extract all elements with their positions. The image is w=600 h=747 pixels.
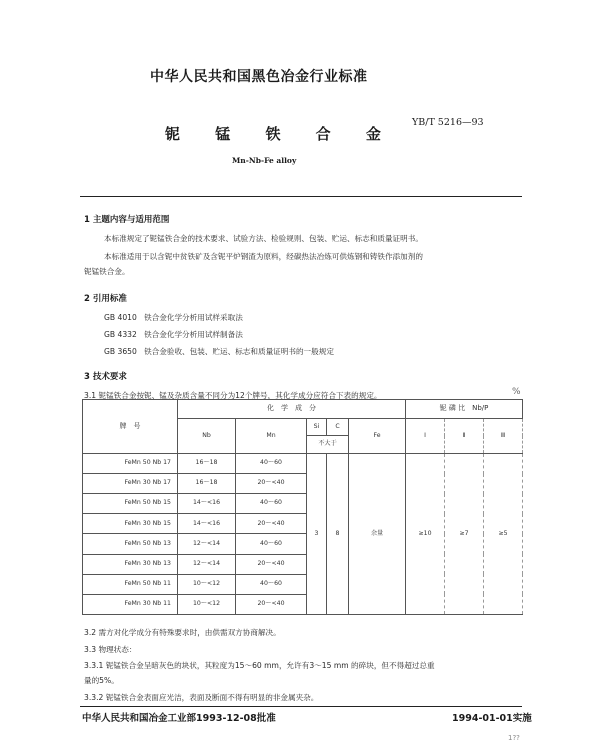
section-1-paragraph-2: 本标准适用于以含铌中贫铁矿及含铌平炉钢渣为原料，经碳热法冶炼可供炼钢和铸铁作添加剂的 — [104, 252, 423, 261]
section-1-paragraph-1: 本标准规定了铌锰铁合金的技术要求、试验方法、检验规则、包装、贮运、标志和质量证明书。 — [104, 234, 423, 243]
clause-3-2: 3.2 需方对化学成分有特殊要求时，由供需双方协商解决。 — [84, 628, 281, 637]
document-subtitle: Mn-Nb-Fe alloy — [232, 156, 297, 165]
cell-grade: FeMn 30 Nb 15 — [83, 514, 178, 534]
clause-3-3-1: 3.3.1 铌锰铁合金呈暗灰色的块状，其粒度为15～60 mm，允许有3～15 mm 的碎块，但不得超过总重 — [84, 661, 435, 670]
header-fe: Fe — [349, 418, 406, 453]
cell-ratio-1-value: ≥10 — [406, 454, 445, 615]
footer-divider — [80, 706, 522, 707]
chemical-composition-table — [82, 399, 523, 615]
header-grade: 牌 号 — [83, 400, 178, 454]
page-number: 1?? — [508, 734, 520, 742]
section-1-paragraph-2-cont: 铌锰铁合金。 — [84, 267, 130, 276]
cell-mn: 20～<40 — [236, 474, 307, 494]
cell-nb: 16～18 — [178, 454, 236, 474]
header-chemical-composition: 化 学 成 分 — [178, 400, 406, 419]
cell-grade: FeMn 50 Nb 15 — [83, 494, 178, 514]
clause-3-3-1-cont: 量的5%。 — [84, 676, 119, 685]
reference-code: GB 3650 — [104, 347, 137, 356]
header-max-limit: 不大于 — [307, 436, 349, 454]
section-2-heading: 2 引用标准 — [84, 294, 127, 304]
section-1-heading: 1 主题内容与适用范围 — [84, 215, 170, 225]
header-ratio-grade-1: Ⅰ — [406, 418, 445, 453]
cell-nb: 10～<12 — [178, 574, 236, 594]
cell-mn: 40～60 — [236, 534, 307, 554]
cell-ratio-3-value: ≥5 — [484, 454, 523, 615]
table-unit: % — [512, 387, 521, 397]
clause-3-3-2: 3.3.2 铌锰铁合金表面应光洁，表面及断面不得有明显的非金属夹杂。 — [84, 693, 319, 702]
reference-title: 铁合金化学分析用试样制备法 — [144, 330, 243, 339]
header-divider — [80, 196, 522, 197]
standard-organization: 中华人民共和国黑色冶金行业标准 — [150, 69, 368, 85]
section-3-heading: 3 技术要求 — [84, 372, 127, 382]
clause-3-1: 3.1 铌锰铁合金按铌、锰及杂质含量不同分为12个牌号，其化学成分应符合下表的规定。 — [84, 391, 382, 400]
cell-grade: FeMn 30 Nb 17 — [83, 474, 178, 494]
header-ratio-grade-2: Ⅱ — [445, 418, 484, 453]
standard-code: YB/T 5216—93 — [412, 117, 484, 128]
cell-grade: FeMn 30 Nb 11 — [83, 594, 178, 614]
cell-nb: 10～<12 — [178, 594, 236, 614]
table-row — [83, 454, 523, 474]
clause-3-3: 3.3 物理状态： — [84, 645, 137, 654]
cell-grade: FeMn 30 Nb 13 — [83, 554, 178, 574]
cell-mn: 20～<40 — [236, 514, 307, 534]
cell-mn: 20～<40 — [236, 554, 307, 574]
cell-nb: 12～<14 — [178, 534, 236, 554]
cell-si-value: 3 — [307, 454, 327, 615]
reference-code: GB 4010 — [104, 313, 137, 322]
cell-nb: 14～<16 — [178, 494, 236, 514]
document-title: 铌 锰 铁 合 金 — [165, 125, 396, 143]
cell-mn: 40～60 — [236, 454, 307, 474]
effective-date: 1994-01-01实施 — [452, 713, 532, 724]
cell-mn: 40～60 — [236, 574, 307, 594]
cell-mn: 20～<40 — [236, 594, 307, 614]
reference-item — [104, 346, 334, 357]
reference-item — [104, 329, 243, 340]
cell-fe-value: 余量 — [349, 454, 406, 615]
reference-title: 铁合金验收、包装、贮运、标志和质量证明书的一般规定 — [144, 347, 334, 356]
reference-item — [104, 312, 243, 323]
cell-grade: FeMn 50 Nb 13 — [83, 534, 178, 554]
cell-ratio-2-value: ≥7 — [445, 454, 484, 615]
header-si: Si — [307, 418, 327, 436]
cell-grade: FeMn 50 Nb 11 — [83, 574, 178, 594]
header-mn: Mn — [236, 418, 307, 453]
cell-nb: 16～18 — [178, 474, 236, 494]
header-c: C — [327, 418, 349, 436]
header-nb-p-ratio: 铌 磷 比 Nb/P — [406, 400, 523, 419]
reference-title: 铁合金化学分析用试样采取法 — [144, 313, 243, 322]
reference-code: GB 4332 — [104, 330, 137, 339]
cell-c-value: 8 — [327, 454, 349, 615]
cell-nb: 14～<16 — [178, 514, 236, 534]
header-nb: Nb — [178, 418, 236, 453]
cell-mn: 40～60 — [236, 494, 307, 514]
approval-statement: 中华人民共和国冶金工业部1993-12-08批准 — [82, 713, 276, 724]
cell-grade: FeMn 50 Nb 17 — [83, 454, 178, 474]
cell-nb: 12～<14 — [178, 554, 236, 574]
header-ratio-grade-3: Ⅲ — [484, 418, 523, 453]
